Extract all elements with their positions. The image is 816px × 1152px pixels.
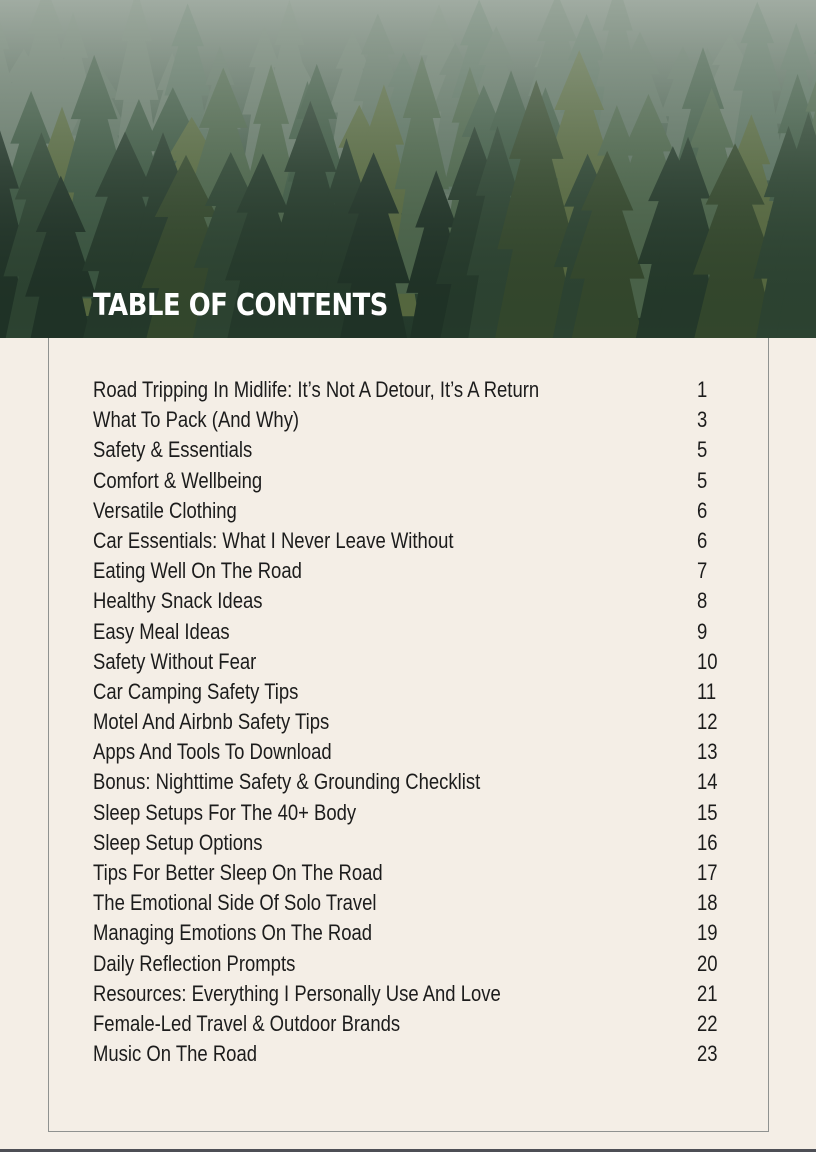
toc-entry-title: Sleep Setups For The 40+ Body: [93, 799, 357, 825]
toc-entry-title: Versatile Clothing: [93, 497, 237, 523]
toc-entry[interactable]: [93, 950, 733, 980]
toc-entry-page-number: 16: [697, 829, 718, 855]
toc-entry[interactable]: [93, 799, 733, 829]
toc-entry[interactable]: [93, 889, 733, 919]
toc-entry-page-number: 5: [697, 467, 708, 493]
toc-entry-title: Car Camping Safety Tips: [93, 678, 299, 704]
toc-entry[interactable]: [93, 376, 733, 406]
toc-entry-title: Road Tripping In Midlife: It’s Not A Detour, It’s A Return: [93, 377, 540, 402]
toc-entry-title: Tips For Better Sleep On The Road: [93, 860, 383, 885]
toc-entry-page-number: 21: [697, 980, 718, 1006]
toc-entry-title: Eating Well On The Road: [93, 558, 302, 584]
toc-entry-page-number: 8: [697, 588, 708, 614]
toc-entry-title: Easy Meal Ideas: [93, 618, 230, 644]
toc-entry[interactable]: [93, 919, 733, 949]
toc-entry-title: Music On The Road: [93, 1041, 258, 1067]
toc-entry-page-number: 13: [697, 739, 718, 765]
toc-entry[interactable]: [93, 1010, 733, 1040]
toc-entry-title: Motel And Airbnb Safety Tips: [93, 709, 330, 735]
toc-entry-page-number: 5: [697, 437, 708, 463]
toc-entry-title: Sleep Setup Options: [93, 829, 263, 855]
toc-entry-page-number: 9: [697, 618, 708, 644]
toc-entry-page-number: 22: [697, 1010, 718, 1036]
toc-entry-title: The Emotional Side Of Solo Travel: [93, 890, 377, 916]
toc-entry-title: What To Pack (And Why): [93, 407, 300, 433]
toc-entry[interactable]: [93, 980, 733, 1010]
toc-entry-title: Car Essentials: What I Never Leave Without: [93, 527, 454, 553]
toc-entry-title: Safety Without Fear: [93, 648, 257, 674]
toc-entry-title: Bonus: Nighttime Safety & Grounding Checklist: [93, 769, 481, 795]
toc-entry-page-number: 19: [697, 920, 718, 946]
toc-entry[interactable]: [93, 678, 733, 708]
toc-entry[interactable]: [93, 497, 733, 527]
toc-entry-page-number: 6: [697, 527, 708, 553]
toc-entry[interactable]: [93, 618, 733, 648]
toc-entry[interactable]: [93, 527, 733, 557]
toc-entry-page-number: 15: [697, 799, 718, 825]
toc-entry-page-number: 10: [697, 648, 718, 674]
page-title: TABLE OF CONTENTS: [93, 288, 388, 323]
toc-entry-page-number: 14: [697, 769, 718, 795]
toc-entry-title: Female-Led Travel & Outdoor Brands: [93, 1010, 401, 1036]
toc-entry-title: Daily Reflection Prompts: [93, 950, 296, 976]
toc-entry-title: Apps And Tools To Download: [93, 739, 332, 765]
toc-entry[interactable]: [93, 406, 733, 436]
toc-entry[interactable]: [93, 738, 733, 768]
toc-entry[interactable]: [93, 768, 733, 798]
toc-entry[interactable]: [93, 587, 733, 617]
toc-entry-title: Safety & Essentials: [93, 437, 253, 463]
toc-entry-title: Comfort & Wellbeing: [93, 467, 263, 493]
toc-entry-page-number: 1: [697, 377, 708, 402]
toc-entry[interactable]: [93, 467, 733, 497]
toc-entry[interactable]: [93, 708, 733, 738]
toc-entry-title: Resources: Everything I Personally Use And Love: [93, 980, 501, 1006]
toc-entry[interactable]: [93, 557, 733, 587]
toc-entry-page-number: 17: [697, 860, 718, 885]
toc-entry[interactable]: [93, 829, 733, 859]
toc-entry[interactable]: [93, 648, 733, 678]
toc-entry-page-number: 6: [697, 497, 708, 523]
toc-entry[interactable]: [93, 859, 733, 889]
toc-entry-page-number: 12: [697, 709, 718, 735]
toc-list: [93, 376, 733, 1070]
toc-entry-page-number: 7: [697, 558, 708, 584]
toc-entry[interactable]: [93, 436, 733, 466]
toc-entry-page-number: 23: [697, 1041, 718, 1067]
toc-entry-page-number: 3: [697, 407, 708, 433]
toc-entry-page-number: 20: [697, 950, 718, 976]
toc-entry-page-number: 11: [697, 678, 717, 704]
header-forest-image: [0, 0, 816, 338]
toc-entry-title: Healthy Snack Ideas: [93, 588, 263, 614]
toc-entry-page-number: 18: [697, 890, 718, 916]
toc-entry[interactable]: [93, 1040, 733, 1070]
toc-entry-title: Managing Emotions On The Road: [93, 920, 373, 946]
